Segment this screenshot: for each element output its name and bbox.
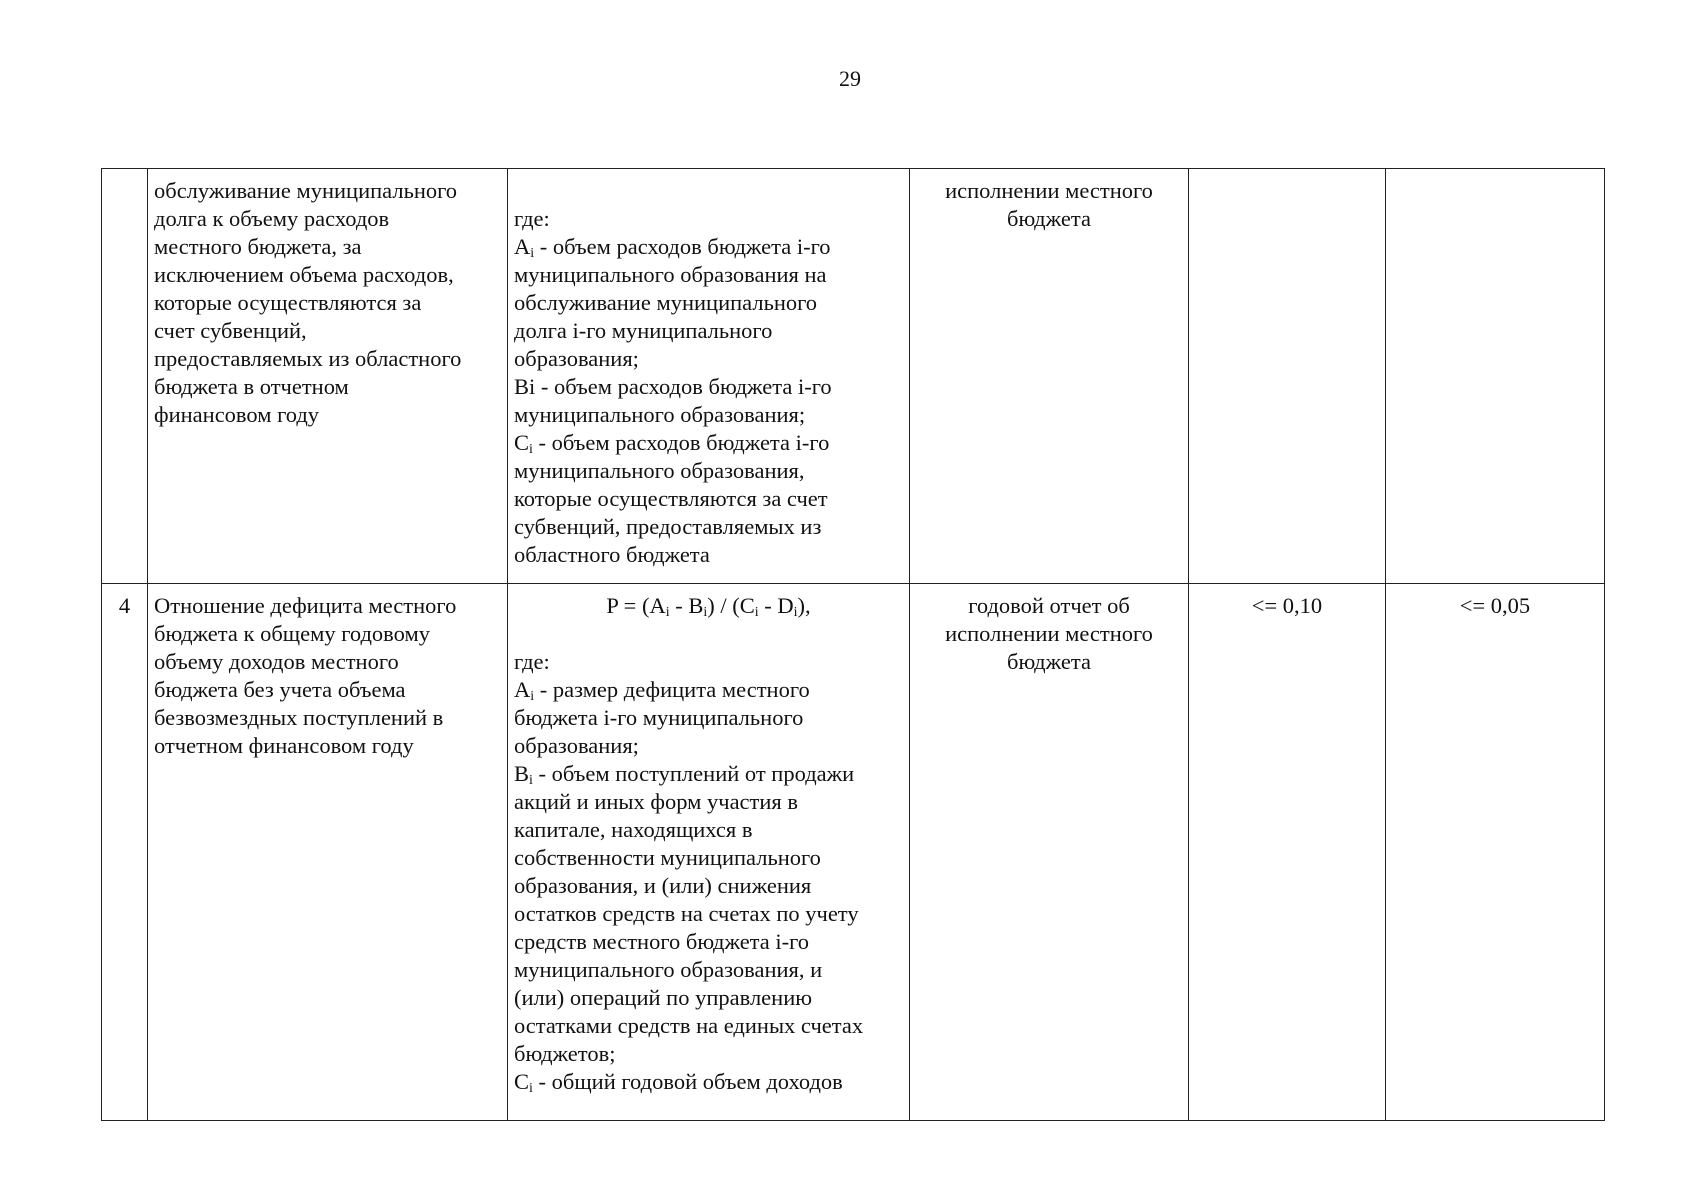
var-c: C xyxy=(514,1069,530,1094)
indicator-name-line: предоставляемых из областного xyxy=(154,346,462,371)
source-line: бюджета xyxy=(1007,206,1091,231)
formula-cell xyxy=(508,584,910,1121)
var-a: A xyxy=(514,677,531,702)
formula-text-line: остатками средств на единых счетах xyxy=(514,1013,864,1038)
var-a-subscript: i xyxy=(530,246,535,261)
source-cell xyxy=(910,584,1189,1121)
var-b-subscript: i xyxy=(529,773,533,788)
var-a: A xyxy=(514,234,531,259)
value1-cell xyxy=(1189,169,1386,584)
row-number-cell: 4 xyxy=(102,584,148,1121)
source-line: годовой отчет об xyxy=(968,593,1130,618)
indicator-name-line: безвозмездных поступлений в xyxy=(154,705,444,730)
formula-var-a-line xyxy=(514,676,903,704)
formula-text-line: муниципального образования на xyxy=(514,262,827,287)
table-row-4 xyxy=(102,584,1605,1121)
var-c: C xyxy=(514,430,530,455)
source-line: бюджета xyxy=(1007,649,1091,674)
source-line: исполнении местного xyxy=(945,178,1153,203)
formula-part: P = (A xyxy=(606,593,666,618)
formula-var-b-line: Bi - объем расходов бюджета i-го xyxy=(514,374,832,399)
indicator-name-cell xyxy=(148,584,508,1121)
formula-text-line: муниципального образования, и xyxy=(514,957,823,982)
formula-text-line: собственности муниципального xyxy=(514,845,821,870)
var-a-text: - размер дефицита местного xyxy=(534,677,810,702)
formula-text-line: бюджетов; xyxy=(514,1041,616,1066)
formula-text-line: муниципального образования, xyxy=(514,458,805,483)
formula-text-line: образования; xyxy=(514,346,639,371)
formula-text-line: (или) операций по управлению xyxy=(514,985,813,1010)
formula-expression xyxy=(514,592,903,620)
value2-cell xyxy=(1386,169,1605,584)
formula-var-b-line xyxy=(514,760,903,788)
formula-text-line: областного бюджета xyxy=(514,542,710,567)
formula-text-line: остатков средств на счетах по учету xyxy=(514,901,859,926)
formula-var-c-line xyxy=(514,1068,903,1096)
formula-text-line: которые осуществляются за счет xyxy=(514,486,828,511)
formula-text-line: капитале, находящихся в xyxy=(514,817,753,842)
indicator-name-line: долга к объему расходов xyxy=(154,206,390,231)
indicator-name-line: бюджета без учета объема xyxy=(154,677,406,702)
formula-where-label: где: xyxy=(514,649,550,674)
formula-part: - D xyxy=(758,593,794,618)
formula-var-c-line xyxy=(514,429,903,457)
formula-part: ) / (C xyxy=(707,593,755,618)
formula-subscript: i xyxy=(665,605,670,620)
formula-subscript: i xyxy=(703,605,708,620)
page-number: 29 xyxy=(839,66,861,91)
source-line: исполнении местного xyxy=(945,621,1153,646)
indicator-name-line: Отношение дефицита местного xyxy=(154,593,457,618)
formula-spacer xyxy=(514,177,903,205)
formula-text-line: образования; xyxy=(514,733,639,758)
indicator-name-line: которые осуществляются за xyxy=(154,290,422,315)
indicator-name-line: счет субвенций, xyxy=(154,318,307,343)
formula-var-a-line xyxy=(514,233,903,261)
var-c-text: - объем расходов бюджета i-го xyxy=(532,430,830,455)
indicator-name-line: финансовом году xyxy=(154,402,320,427)
table-row-continued xyxy=(102,169,1605,584)
var-a-subscript: i xyxy=(530,689,535,704)
var-c-text: - общий годовой объем доходов xyxy=(532,1069,843,1094)
formula-cell xyxy=(508,169,910,584)
indicator-name-line: отчетном финансовом году xyxy=(154,733,414,758)
formula-text-line: обслуживание муниципального xyxy=(514,290,818,315)
value2-cell: <= 0,05 xyxy=(1386,584,1605,1121)
formula-text-line: образования, и (или) снижения xyxy=(514,873,812,898)
var-b: B xyxy=(514,761,530,786)
value1-cell: <= 0,10 xyxy=(1189,584,1386,1121)
formula-subscript: i xyxy=(793,605,798,620)
formula-text-line: акций и иных форм участия в xyxy=(514,789,799,814)
formula-text-line: средств местного бюджета i-го xyxy=(514,929,810,954)
formula-part: - B xyxy=(669,593,704,618)
var-b-text: - объем поступлений от продажи xyxy=(532,761,855,786)
indicator-name-line: бюджета в отчетном xyxy=(154,374,349,399)
indicator-name-line: местного бюджета, за xyxy=(154,234,362,259)
indicator-name-line: исключением объема расходов, xyxy=(154,262,454,287)
formula-where-label: где: xyxy=(514,206,550,231)
indicator-name-line: бюджета к общему годовому xyxy=(154,621,430,646)
formula-part: ), xyxy=(797,593,811,618)
indicator-name-cell xyxy=(148,169,508,584)
formula-text-line: бюджета i-го муниципального xyxy=(514,705,804,730)
indicator-name-line: объему доходов местного xyxy=(154,649,399,674)
formula-subscript: i xyxy=(754,605,759,620)
var-c-subscript: i xyxy=(529,442,533,457)
var-a-text: - объем расходов бюджета i-го xyxy=(534,234,831,259)
source-cell xyxy=(910,169,1189,584)
var-c-subscript: i xyxy=(529,1081,533,1096)
formula-text-line: субвенций, предоставляемых из xyxy=(514,514,822,539)
formula-text-line: долга i-го муниципального xyxy=(514,318,773,343)
formula-text-line: муниципального образования; xyxy=(514,402,806,427)
indicator-name-line: обслуживание муниципального xyxy=(154,178,458,203)
row-number-cell xyxy=(102,169,148,584)
indicators-table xyxy=(101,168,1605,1121)
